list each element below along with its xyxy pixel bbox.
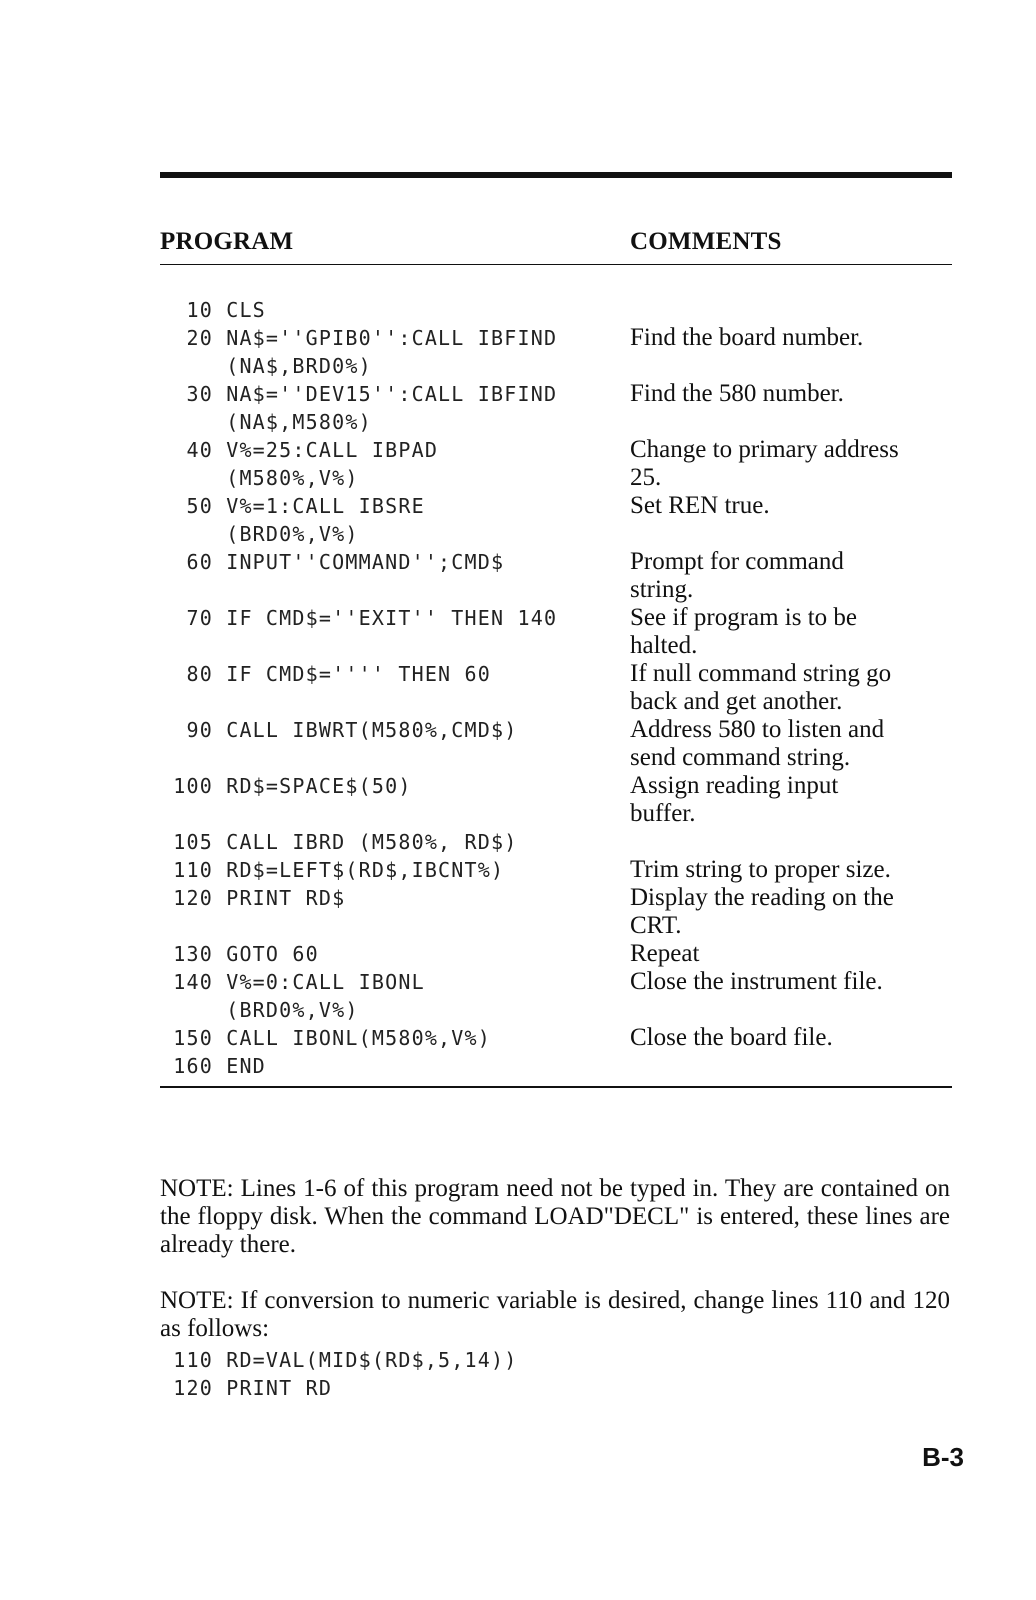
table-row xyxy=(160,856,952,884)
note-floppy-disk: NOTE: Lines 1-6 of this program need not be typed in. They are contained on the floppy disk. When the command LOAD"DECL" is entered, these lines are already there. xyxy=(160,1175,950,1258)
table-row xyxy=(160,800,952,828)
table-row xyxy=(160,324,952,352)
code-line: 105 CALL IBRD (M580%, RD$) xyxy=(160,830,518,854)
table-row xyxy=(160,688,952,716)
table-row xyxy=(160,940,952,968)
table-row xyxy=(160,408,952,436)
comment-text: Close the instrument file. xyxy=(630,968,883,995)
comment-text: back and get another. xyxy=(630,688,843,715)
comment-text: send command string. xyxy=(630,744,851,771)
comment-text: Assign reading input xyxy=(630,772,839,799)
comment-text: Address 580 to listen and xyxy=(630,716,885,743)
comment-text: Set REN true. xyxy=(630,492,770,519)
code-line: 30 NA$=''DEV15'':CALL IBFIND xyxy=(160,382,558,406)
code-line: 70 IF CMD$=''EXIT'' THEN 140 xyxy=(160,606,558,630)
program-listing xyxy=(160,296,952,1080)
code-line: 90 CALL IBWRT(M580%,CMD$) xyxy=(160,718,518,742)
code-line: 20 NA$=''GPIB0'':CALL IBFIND xyxy=(160,326,558,350)
table-row xyxy=(160,1024,952,1052)
code-line: (NA$,M580%) xyxy=(160,410,372,434)
comment-text: See if program is to be xyxy=(630,604,858,631)
table-row xyxy=(160,296,952,324)
code-line: 100 RD$=SPACE$(50) xyxy=(160,774,412,798)
table-row xyxy=(160,520,952,548)
table-row xyxy=(160,716,952,744)
comment-text: string. xyxy=(630,576,694,603)
comments-column-header: COMMENTS xyxy=(630,228,782,255)
code-line: 80 IF CMD$='''' THEN 60 xyxy=(160,662,492,686)
comment-text: halted. xyxy=(630,632,698,659)
code-line: 40 V%=25:CALL IBPAD xyxy=(160,438,439,462)
table-row xyxy=(160,492,952,520)
code-line: (BRD0%,V%) xyxy=(160,522,359,546)
table-row xyxy=(160,884,952,912)
code-line: 50 V%=1:CALL IBSRE xyxy=(160,494,425,518)
comment-text: buffer. xyxy=(630,800,696,827)
code-line: 110 RD$=LEFT$(RD$,IBCNT%) xyxy=(160,858,505,882)
table-row xyxy=(160,604,952,632)
code-line: 130 GOTO 60 xyxy=(160,942,319,966)
table-row xyxy=(160,436,952,464)
comment-text: Display the reading on the xyxy=(630,884,894,911)
table-row xyxy=(160,660,952,688)
extra-code-line: 110 RD=VAL(MID$(RD$,5,14)) xyxy=(160,1348,518,1372)
top-rule xyxy=(160,172,952,178)
code-line: 10 CLS xyxy=(160,298,266,322)
comment-text: Close the board file. xyxy=(630,1024,833,1051)
table-row xyxy=(160,352,952,380)
comment-text: Trim string to proper size. xyxy=(630,856,891,883)
code-line: 140 V%=0:CALL IBONL xyxy=(160,970,425,994)
note-numeric-conversion: NOTE: If conversion to numeric variable is desired, change lines 110 and 120 as follows: xyxy=(160,1287,950,1342)
table-row xyxy=(160,828,952,856)
code-line: 150 CALL IBONL(M580%,V%) xyxy=(160,1026,492,1050)
table-row xyxy=(160,996,952,1024)
bottom-rule xyxy=(160,1086,952,1088)
page-number: B-3 xyxy=(922,1442,964,1472)
table-row xyxy=(160,772,952,800)
comment-text: If null command string go xyxy=(630,660,892,687)
code-line: 60 INPUT''COMMAND'';CMD$ xyxy=(160,550,505,574)
code-line: (M580%,V%) xyxy=(160,466,359,490)
comment-text: Find the 580 number. xyxy=(630,380,844,407)
table-row xyxy=(160,632,952,660)
table-row xyxy=(160,744,952,772)
comment-text: Change to primary address xyxy=(630,436,899,463)
code-line: 120 PRINT RD$ xyxy=(160,886,346,910)
comment-text: 25. xyxy=(630,464,662,491)
table-header xyxy=(160,228,952,265)
extra-code-line: 120 PRINT RD xyxy=(160,1376,333,1400)
code-line: (BRD0%,V%) xyxy=(160,998,359,1022)
comment-text: CRT. xyxy=(630,912,682,939)
table-row xyxy=(160,464,952,492)
table-row xyxy=(160,912,952,940)
comment-text: Repeat xyxy=(630,940,700,967)
comment-text: Find the board number. xyxy=(630,324,864,351)
program-column-header: PROGRAM xyxy=(160,228,294,255)
table-row xyxy=(160,576,952,604)
code-line: (NA$,BRD0%) xyxy=(160,354,372,378)
code-line: 160 END xyxy=(160,1054,266,1078)
table-row xyxy=(160,548,952,576)
table-row xyxy=(160,968,952,996)
table-row xyxy=(160,1052,952,1080)
comment-text: Prompt for command xyxy=(630,548,844,575)
table-row xyxy=(160,380,952,408)
